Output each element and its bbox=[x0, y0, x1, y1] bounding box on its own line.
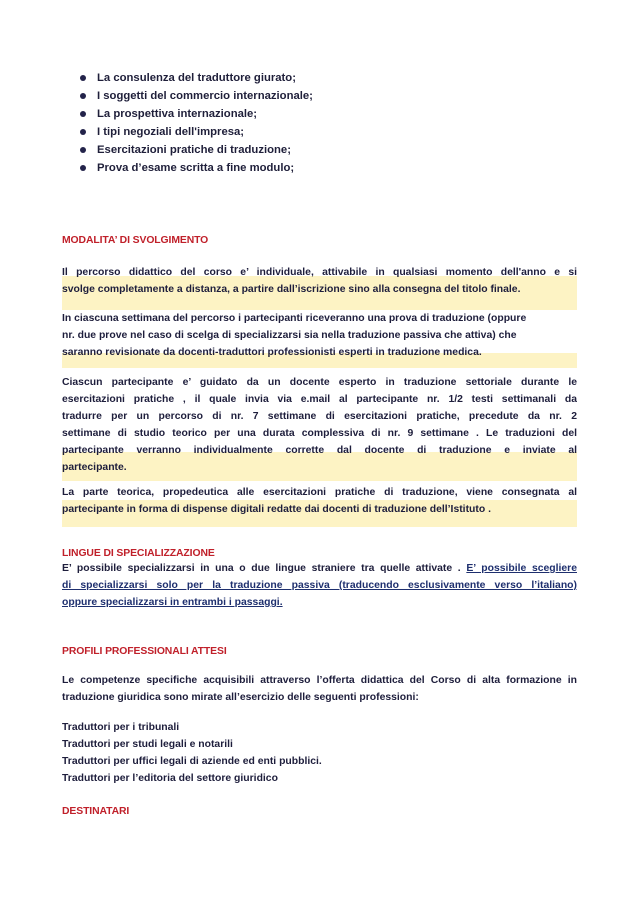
profili-list bbox=[62, 719, 577, 787]
bullet-icon bbox=[80, 129, 86, 135]
section-heading-destinatari: DESTINATARI bbox=[62, 806, 130, 817]
section-heading-lingue: LINGUE DI SPECIALIZZAZIONE bbox=[62, 548, 215, 559]
bullet-icon bbox=[80, 75, 86, 81]
section-heading-profili: PROFILI PROFESSIONALI ATTESI bbox=[62, 646, 227, 657]
paragraph-modalita-1: Il percorso didattico del corso e’ individuale, attivabile in qualsiasi momento dell'anno e si svolge completamente a distanza, a partire dall’iscrizione sino alla consegna del titolo finale. bbox=[62, 267, 577, 295]
paragraph-profili-intro: Le competenze specifiche acquisibili attraverso l’offerta didattica del Corso di alta formazione in traduzione giuridica sono mirate all’esercizio delle seguenti professioni: bbox=[62, 675, 577, 703]
section-heading-modalita: MODALITA’ DI SVOLGIMENTO bbox=[62, 235, 209, 246]
list-item: Traduttori per i tribunali bbox=[62, 722, 180, 733]
paragraph-modalita-2: In ciascuna settimana del percorso i partecipanti riceveranno una prova di traduzione (oppure nr. due prove nel caso di scelga di specializzarsi sia nella traduzione passiva che attiva) che saranno revisionate da docenti-traduttori professionisti esperti in traduzione medica. bbox=[62, 313, 527, 358]
lingue-line-1: E’ possibile specializzarsi in una o due lingue straniere tra quelle attivate . E’ possibile scegliere bbox=[62, 563, 577, 574]
list-item: Traduttori per uffici legali di aziende ed enti pubblici. bbox=[62, 756, 322, 767]
list-item: Traduttori per l’editoria del settore giuridico bbox=[62, 773, 278, 784]
bullet-icon bbox=[80, 93, 86, 99]
bullet-icon bbox=[80, 147, 86, 153]
document-page: La consulenza del traduttore giurato; I soggetti del commercio internazionale; La prospettiva internazionale; I tipi negoziali dell'impresa; Esercitazioni pratiche di traduzione; Prova d’esame scritta a fine modulo; MODALITA’ DI SVOLGIMENTO Il percorso didattico del corso e’ individuale, attivabile in qualsiasi momento dell'anno e si svolge completamente a distanza, a partire dall’iscrizione sino alla consegna del titolo finale. In ciascuna settimana del percorso i partecipanti riceveranno una prova di traduzione (oppure nr. due prove nel caso di scelga di specializzarsi sia nella traduzione passiva che attiva) che saranno revisionate da docenti-traduttori professionisti esperti in traduzione medica. Ciascun partecipante e’ guidato da un docente esperto in traduzione settoriale durante le esercitazioni pratiche , il quale invia via e.mail al partecipante nr. 1/2 testi settimanali da tradurre per un percorso di nr. 7 settimane di esercitazioni pratiche, precedute da nr. 2 settimane di studio teorico per una durata complessiva di nr. 9 settimane . Le traduzioni del partecipante verranno individualmente corrette dal docente di traduzione e inviate al partecipante. La parte teorica, propedeutica alle esercitazioni pratiche di traduzione, viene consegnata al partecipante in forma di dispense digitali redatte dai docenti di traduzione dell’Istituto . LINGUE DI SPECIALIZZAZIONE E’ possibile specializzarsi in una o due lingue straniere tra quelle attivate . E’ possibile scegliere di specializzarsi solo per la traduzione passiva (traducendo esclusivamente verso l’italiano) oppure specializzarsi in entrambi i passaggi. PROFILI PROFESSIONALI ATTESI Le competenze specifiche acquisibili attraverso l’offerta didattica del Corso di alta formazione in traduzione giuridica sono mirate all’esercizio delle seguenti professioni: Traduttori per i tribunali Traduttori per studi legali e notarili Traduttori per uffici legali di aziende ed enti pubblici. Traduttori per l’editoria del settore giuridico DESTINATARI bbox=[62, 72, 577, 817]
paragraph-lingue: E’ possibile specializzarsi in una o due lingue straniere tra quelle attivate . E’ possibile scegliere di specializzarsi solo per la traduzione passiva (traducendo esclusivamente verso l’italiano) oppure specializzarsi in entrambi i passaggi. bbox=[62, 560, 577, 611]
bullet-icon bbox=[80, 165, 86, 171]
paragraph-modalita-3: Ciascun partecipante e’ guidato da un docente esperto in traduzione settoriale durante le esercitazioni pratiche , il quale invia via e.mail al partecipante nr. 1/2 testi settimanali da tradurre per un percorso di nr. 7 settimane di esercitazioni pratiche, precedute da nr. 2 settimane di studio teorico per una durata complessiva di nr. 9 settimane . Le traduzioni del partecipante verranno individualmente corrette dal docente di traduzione e inviate al partecipante. bbox=[62, 377, 577, 473]
list-item: Traduttori per studi legali e notarili bbox=[62, 739, 233, 750]
paragraph-modalita-4: La parte teorica, propedeutica alle esercitazioni pratiche di traduzione, viene consegnata al partecipante in forma di dispense digitali redatte dai docenti di traduzione dell’Istituto . bbox=[62, 487, 577, 515]
bullet-icon bbox=[80, 111, 86, 117]
